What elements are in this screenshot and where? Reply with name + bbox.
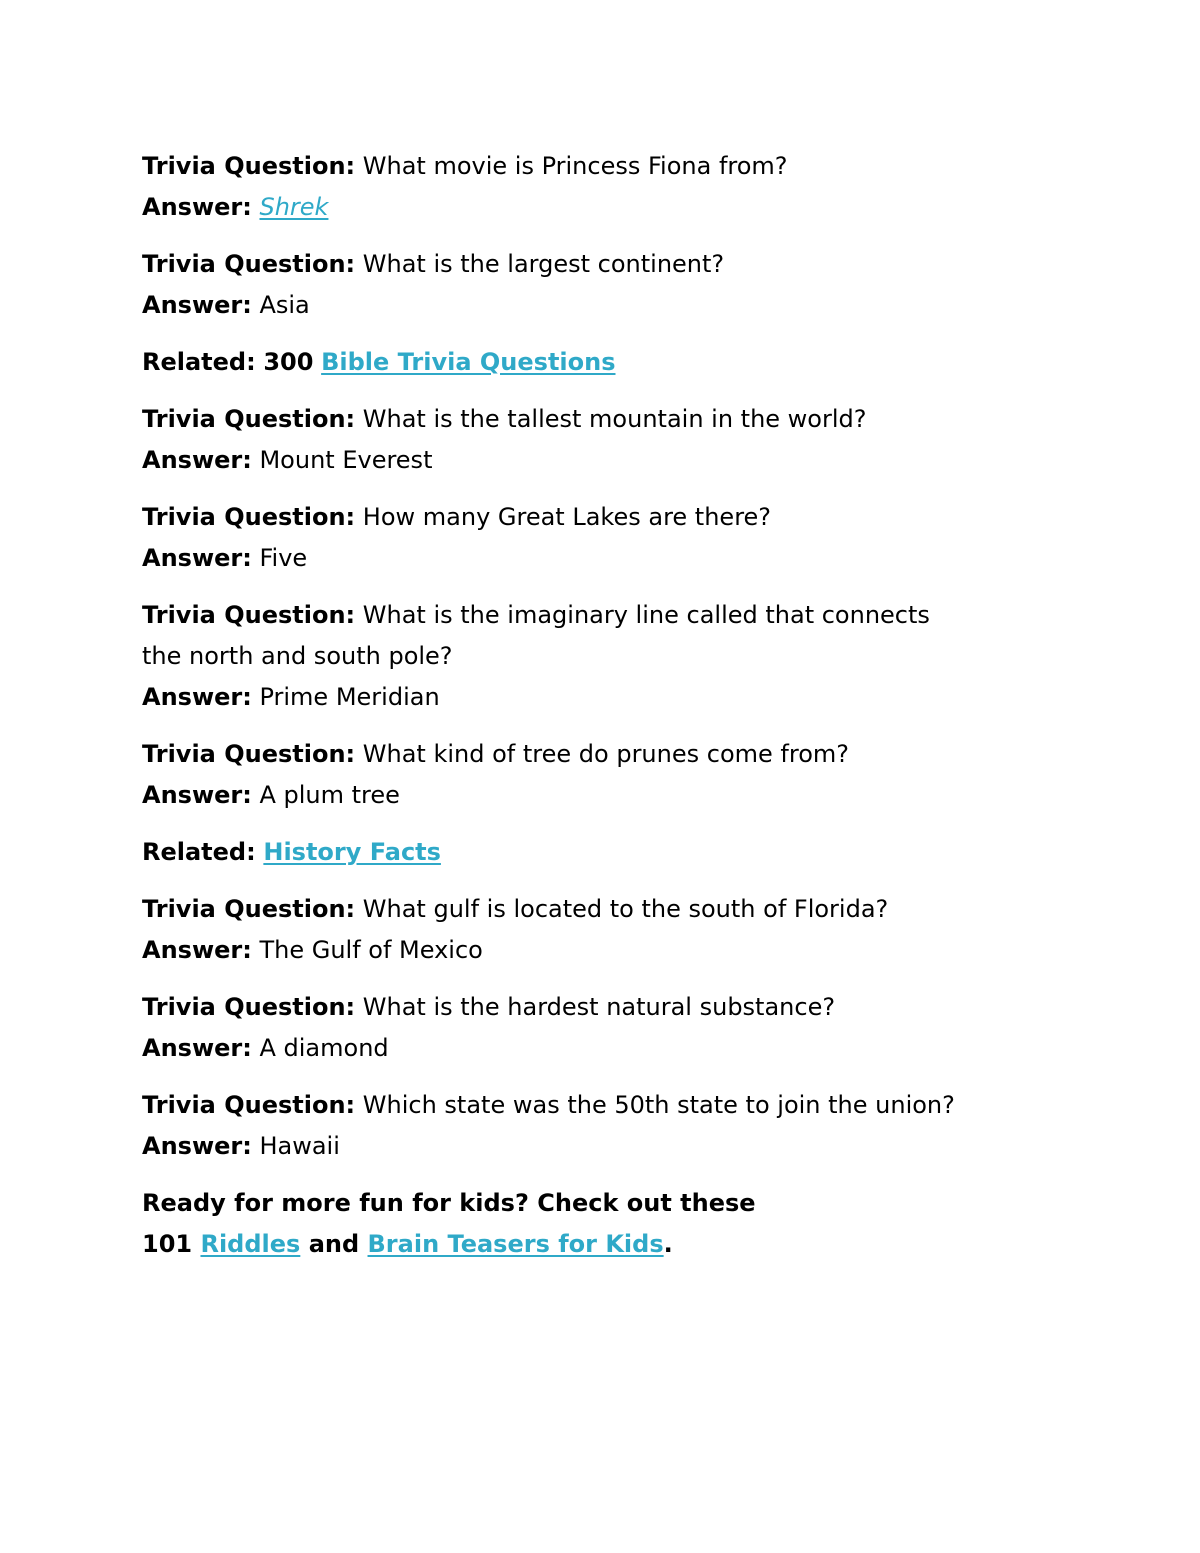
question-line xyxy=(142,889,1072,930)
question-text: What is the imaginary line called that connects xyxy=(362,601,930,629)
question-line xyxy=(142,1085,1072,1126)
trivia-item xyxy=(142,146,1072,228)
answer-text: Mount Everest xyxy=(259,446,433,474)
answer-label: Answer: xyxy=(142,291,252,319)
related-prefix: 300 xyxy=(263,348,314,376)
answer-label: Answer: xyxy=(142,683,252,711)
answer-line xyxy=(142,440,1072,481)
riddles-link[interactable]: Riddles xyxy=(200,1230,301,1258)
closing-conjunction: and xyxy=(308,1230,360,1258)
question-line xyxy=(142,244,1072,285)
answer-text: Five xyxy=(259,544,308,572)
related-line xyxy=(142,832,1072,873)
document-page xyxy=(142,146,1072,1281)
answer-line xyxy=(142,187,1072,228)
answer-text: Asia xyxy=(259,291,310,319)
answer-link-shrek[interactable]: Shrek xyxy=(259,193,329,221)
answer-line xyxy=(142,538,1072,579)
question-label: Trivia Question: xyxy=(142,503,356,531)
trivia-item xyxy=(142,497,1072,579)
answer-line xyxy=(142,1126,1072,1167)
question-text: What movie is Princess Fiona from? xyxy=(362,152,788,180)
question-line xyxy=(142,734,1072,775)
question-label: Trivia Question: xyxy=(142,152,356,180)
trivia-item xyxy=(142,1085,1072,1167)
trivia-item xyxy=(142,595,1072,718)
closing-prefix: 101 xyxy=(142,1230,193,1258)
answer-label: Answer: xyxy=(142,193,252,221)
related-label: Related: xyxy=(142,348,256,376)
question-label: Trivia Question: xyxy=(142,250,356,278)
closing-period: . xyxy=(663,1230,673,1258)
trivia-item xyxy=(142,889,1072,971)
answer-label: Answer: xyxy=(142,1132,252,1160)
question-label: Trivia Question: xyxy=(142,740,356,768)
related-link-bible-trivia[interactable]: Bible Trivia Questions xyxy=(321,348,616,376)
answer-label: Answer: xyxy=(142,1034,252,1062)
answer-line xyxy=(142,1028,1072,1069)
question-line-continued: the north and south pole? xyxy=(142,642,453,670)
question-text: How many Great Lakes are there? xyxy=(362,503,772,531)
answer-text: A plum tree xyxy=(259,781,400,809)
question-text: What is the hardest natural substance? xyxy=(362,993,836,1021)
closing-paragraph xyxy=(142,1183,1072,1265)
question-text: Which state was the 50th state to join the union? xyxy=(362,1091,955,1119)
answer-line xyxy=(142,677,1072,718)
answer-line xyxy=(142,775,1072,816)
answer-text: Hawaii xyxy=(259,1132,340,1160)
question-line xyxy=(142,146,1072,187)
question-line xyxy=(142,595,1072,636)
trivia-item xyxy=(142,244,1072,326)
answer-label: Answer: xyxy=(142,936,252,964)
closing-links-line xyxy=(142,1224,1072,1265)
answer-line xyxy=(142,930,1072,971)
answer-line xyxy=(142,285,1072,326)
answer-label: Answer: xyxy=(142,446,252,474)
question-text: What gulf is located to the south of Florida? xyxy=(362,895,889,923)
question-text: What is the largest continent? xyxy=(362,250,725,278)
answer-text: Prime Meridian xyxy=(259,683,440,711)
question-label: Trivia Question: xyxy=(142,405,356,433)
closing-line: Ready for more fun for kids? Check out these xyxy=(142,1189,756,1217)
trivia-item xyxy=(142,734,1072,816)
brain-teasers-link[interactable]: Brain Teasers for Kids xyxy=(367,1230,664,1258)
question-line xyxy=(142,987,1072,1028)
trivia-item xyxy=(142,987,1072,1069)
trivia-item xyxy=(142,399,1072,481)
answer-text: A diamond xyxy=(259,1034,389,1062)
related-label: Related: xyxy=(142,838,256,866)
question-line xyxy=(142,497,1072,538)
answer-text: The Gulf of Mexico xyxy=(259,936,483,964)
answer-label: Answer: xyxy=(142,544,252,572)
question-label: Trivia Question: xyxy=(142,895,356,923)
question-label: Trivia Question: xyxy=(142,993,356,1021)
question-line xyxy=(142,399,1072,440)
answer-label: Answer: xyxy=(142,781,252,809)
related-line xyxy=(142,342,1072,383)
related-link-history-facts[interactable]: History Facts xyxy=(263,838,441,866)
question-text: What is the tallest mountain in the world? xyxy=(362,405,867,433)
question-text: What kind of tree do prunes come from? xyxy=(362,740,849,768)
question-label: Trivia Question: xyxy=(142,601,356,629)
question-label: Trivia Question: xyxy=(142,1091,356,1119)
